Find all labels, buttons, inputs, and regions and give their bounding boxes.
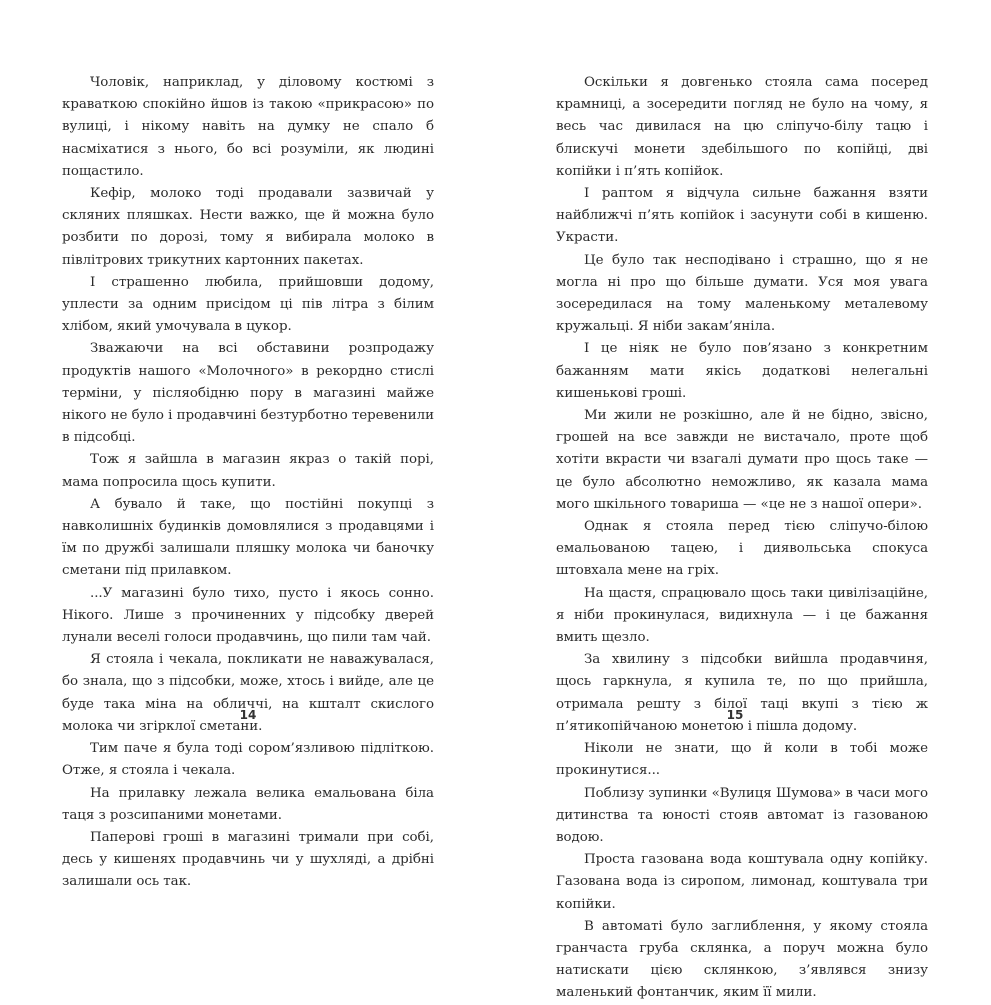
paragraph: Тим паче я була тоді сором’язливою підліткою. Отже, я стояла і чекала. (62, 741, 434, 779)
paragraph: Однак я стояла перед тією сліпучо-білою емальованою тацею, і диявольська спокуса штовхала мене на гріх. (556, 519, 928, 579)
paragraph: Ми жили не розкішно, але й не бідно, звісно, грошей на все завжди не вистачало, проте щоб хотіти вкрасти чи взагалі думати про щось таке — це було абсолютно неможливо, як казала мама мого шкільного товариша — «це не з нашої опери». (556, 408, 928, 512)
paragraph: Тож я зайшла в магазин якраз о такій порі, мама попросила щось купити. (62, 452, 434, 490)
paragraph: Ніколи не знати, що й коли в тобі може прокинутися... (556, 741, 928, 779)
paragraph: І страшенно любила, прийшовши додому, уплести за одним присідом ці пів літра з білим хлібом, який умочувала в цукор. (62, 274, 434, 335)
paragraph: В автоматі було заглиблення, у якому стояла гранчаста груба склянка, а поруч можна було натискати цією склянкою, з’являвся знизу маленький фонтанчик, яким її мили. (556, 918, 928, 1001)
page-number-right: 15 (726, 708, 744, 722)
paragraph: Оскільки я довгенько стояла сама посеред крамниці, а зосередити погляд не було на чому, я весь час дивилася на цю сліпучо-білу тацю і блискучі монети здебільшого по копійці, дві копійки і п’ять копійок. (556, 75, 928, 179)
paragraph: І раптом я відчула сильне бажання взяти найближчі п’ять копійок і засунути собі в кишеню. Украсти. (556, 186, 928, 246)
paragraph: На щастя, спрацювало щось таки цивілізаційне, я ніби прокинулася, видихнула — і це бажання вмить щезло. (556, 585, 928, 646)
page-number-left: 14 (239, 708, 257, 722)
paragraph: Зважаючи на всі обставини розпродажу продуктів нашого «Молочного» в рекордно стислі терміни, у післяобідню пору в магазині майже нікого не було і продавчині безтурботно теревенили в підсобці. (62, 341, 434, 446)
paragraph: За хвилину з підсобки вийшла продавчиня, щось гаркнула, я купила те, по що прийшла, отримала решту з білої таці вкупі з тією ж п’ятикопійчаною монетою і пішла додому. (556, 652, 928, 734)
paragraph: На прилавку лежала велика емальована біла таця з розсипаними монетами. (62, 785, 434, 823)
paragraph: Поблизу зупинки «Вулиця Шумова» в часи мого дитинства та юності стояв автомат із газованою водою. (556, 785, 928, 845)
paragraph: А бувало й таке, що постійні покупці з навколишніх будинків домовлялися з продавцями і їм по дружбі залишали пляшку молока чи баночку сметани під прилавком. (62, 496, 434, 579)
paragraph: І це ніяк не було пов’язано з конкретним бажанням мати якісь додаткові нелегальні кишенькові гроші. (556, 341, 928, 401)
paragraph: ...У магазині було тихо, пусто і якось сонно. Нікого. Лише з прочиненних у підсобку дверей лунали веселі голоси продавчинь, що пили там чай. (62, 585, 434, 646)
paragraph: Це було так несподівано і страшно, що я не могла ні про що більше думати. Уся моя увага зосередилася на тому маленькому металевому кружальці. Я ніби закам’яніла. (556, 252, 928, 335)
paragraph: Кефір, молоко тоді продавали зазвичай у скляних пляшках. Нести важко, ще й можна було розбити по дорозі, тому я вибирала молоко в півлітрових трикутних картонних пакетах. (62, 186, 434, 268)
paragraph: Я стояла і чекала, покликати не наважувалася, бо знала, що з підсобки, може, хтось і вийде, але це буде така міна на обличчі, на кшталт скислого молока чи згірклої сметани. (62, 652, 434, 734)
paragraph: Проста газована вода коштувала одну копійку. Газована вода із сиропом, лимонад, коштувала три копійки. (556, 852, 928, 912)
paragraph: Паперові гроші в магазині тримали при собі, десь у кишенях продавчинь чи у шухляді, а дрібні залишали ось так. (62, 829, 434, 890)
paragraph: Чоловік, наприклад, у діловому костюмі з краваткою спокійно йшов із такою «прикрасою» по вулиці, і нікому навіть на думку не спало б насміхатися з нього, бо всі розуміли, як людині пощастило. (62, 75, 434, 179)
